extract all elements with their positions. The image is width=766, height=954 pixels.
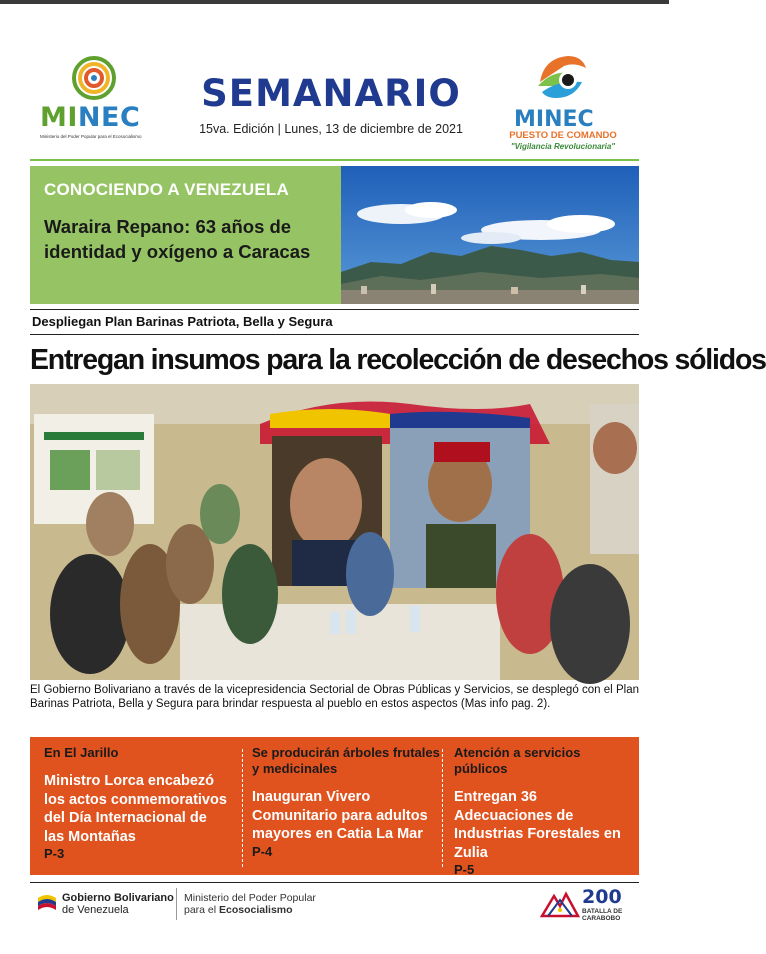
- meeting-photo: [30, 384, 639, 680]
- brief-headline: Entregan 36 Adecuaciones de Industrias Forestales en Zulia: [454, 789, 621, 861]
- meeting-photo-graphic: [30, 384, 639, 680]
- subhead-rule: [30, 334, 639, 335]
- brief-headline: Ministro Lorca encabezó los actos conmemorativos del Día Internacional de las Montañas: [44, 773, 227, 845]
- mountain-photo-graphic: [341, 166, 639, 304]
- command-post-logo: [498, 50, 628, 160]
- brief-page-ref: P-4: [252, 843, 273, 859]
- minec-wordmark: MINEC: [40, 102, 141, 133]
- command-post-wordmark: MINEC: [514, 107, 594, 132]
- feature-box: [30, 166, 341, 304]
- brief-card-2[interactable]: [252, 737, 442, 875]
- feature-kicker: CONOCIENDO A VENEZUELA: [44, 180, 289, 199]
- brief-card-1[interactable]: [44, 737, 230, 875]
- ministry-label: Ministerio del Poder Popular para el Ecosocialismo: [184, 892, 316, 916]
- gob-line1: Gobierno Bolivariano: [62, 892, 174, 904]
- swirl-logo-icon: [72, 56, 116, 100]
- venezuela-flag-icon: [36, 892, 58, 912]
- story-subhead: Despliegan Plan Barinas Patriota, Bella y Segura: [32, 314, 333, 329]
- footer-rule: [30, 882, 639, 883]
- publication-title: SEMANARIO: [201, 72, 461, 115]
- minec-tagline: Ministerio del Poder Popular para el Ecosocialismo: [40, 134, 142, 139]
- brief-headline: Inauguran Vivero Comunitario para adultos mayores en Catia La Mar: [252, 789, 428, 842]
- command-post-line2: "Vigilancia Revolucionaria": [510, 142, 616, 151]
- brief-page-ref: P-3: [44, 846, 65, 861]
- masthead: [186, 74, 476, 136]
- command-post-line1: PUESTO DE COMANDO: [509, 130, 617, 141]
- photo-caption: El Gobierno Bolivariano a través de la vicepresidencia Sectorial de Obras Públicas y Servicios, se desplegó con el Plan Barinas Patriota, Bella y Segura para brindar respuesta al pueblo en estos aspectos (Mas info pag. 2).: [30, 684, 639, 710]
- brief-kicker: En El Jarillo: [44, 745, 119, 760]
- mountain-landscape-photo: [341, 166, 639, 304]
- footer-separator: [176, 888, 177, 920]
- news-briefs-band: [30, 737, 639, 875]
- edition-line: 15va. Edición | Lunes, 13 de diciembre de 2021: [199, 122, 463, 136]
- brief-card-3[interactable]: [454, 737, 630, 875]
- gobierno-bolivariano-logo: [36, 888, 186, 920]
- header-divider: [30, 159, 639, 161]
- brief-kicker: Se producirán árboles frutales y medicinales: [252, 745, 440, 776]
- bicentennial-logo: [540, 886, 624, 922]
- gob-line2: de Venezuela: [62, 904, 129, 916]
- bicentennial-emblem-icon: [540, 890, 580, 920]
- brief-kicker: Atención a servicios públicos: [454, 745, 581, 776]
- top-rule: [0, 0, 669, 4]
- story-headline: Entregan insumos para la recolección de desechos sólidos: [30, 344, 766, 376]
- minec-logo: [34, 52, 159, 142]
- section-rule: [30, 309, 639, 310]
- eye-logo-icon: [534, 52, 590, 104]
- brief-divider: [442, 749, 443, 867]
- feature-headline: Waraira Repano: 63 años de identidad y oxígeno a Caracas: [44, 216, 311, 262]
- bicentennial-label: BATALLA DE CARABOBO: [582, 908, 623, 922]
- bicentennial-number: 200: [582, 886, 622, 908]
- brief-divider: [242, 749, 243, 867]
- brief-page-ref: P-5: [454, 862, 475, 877]
